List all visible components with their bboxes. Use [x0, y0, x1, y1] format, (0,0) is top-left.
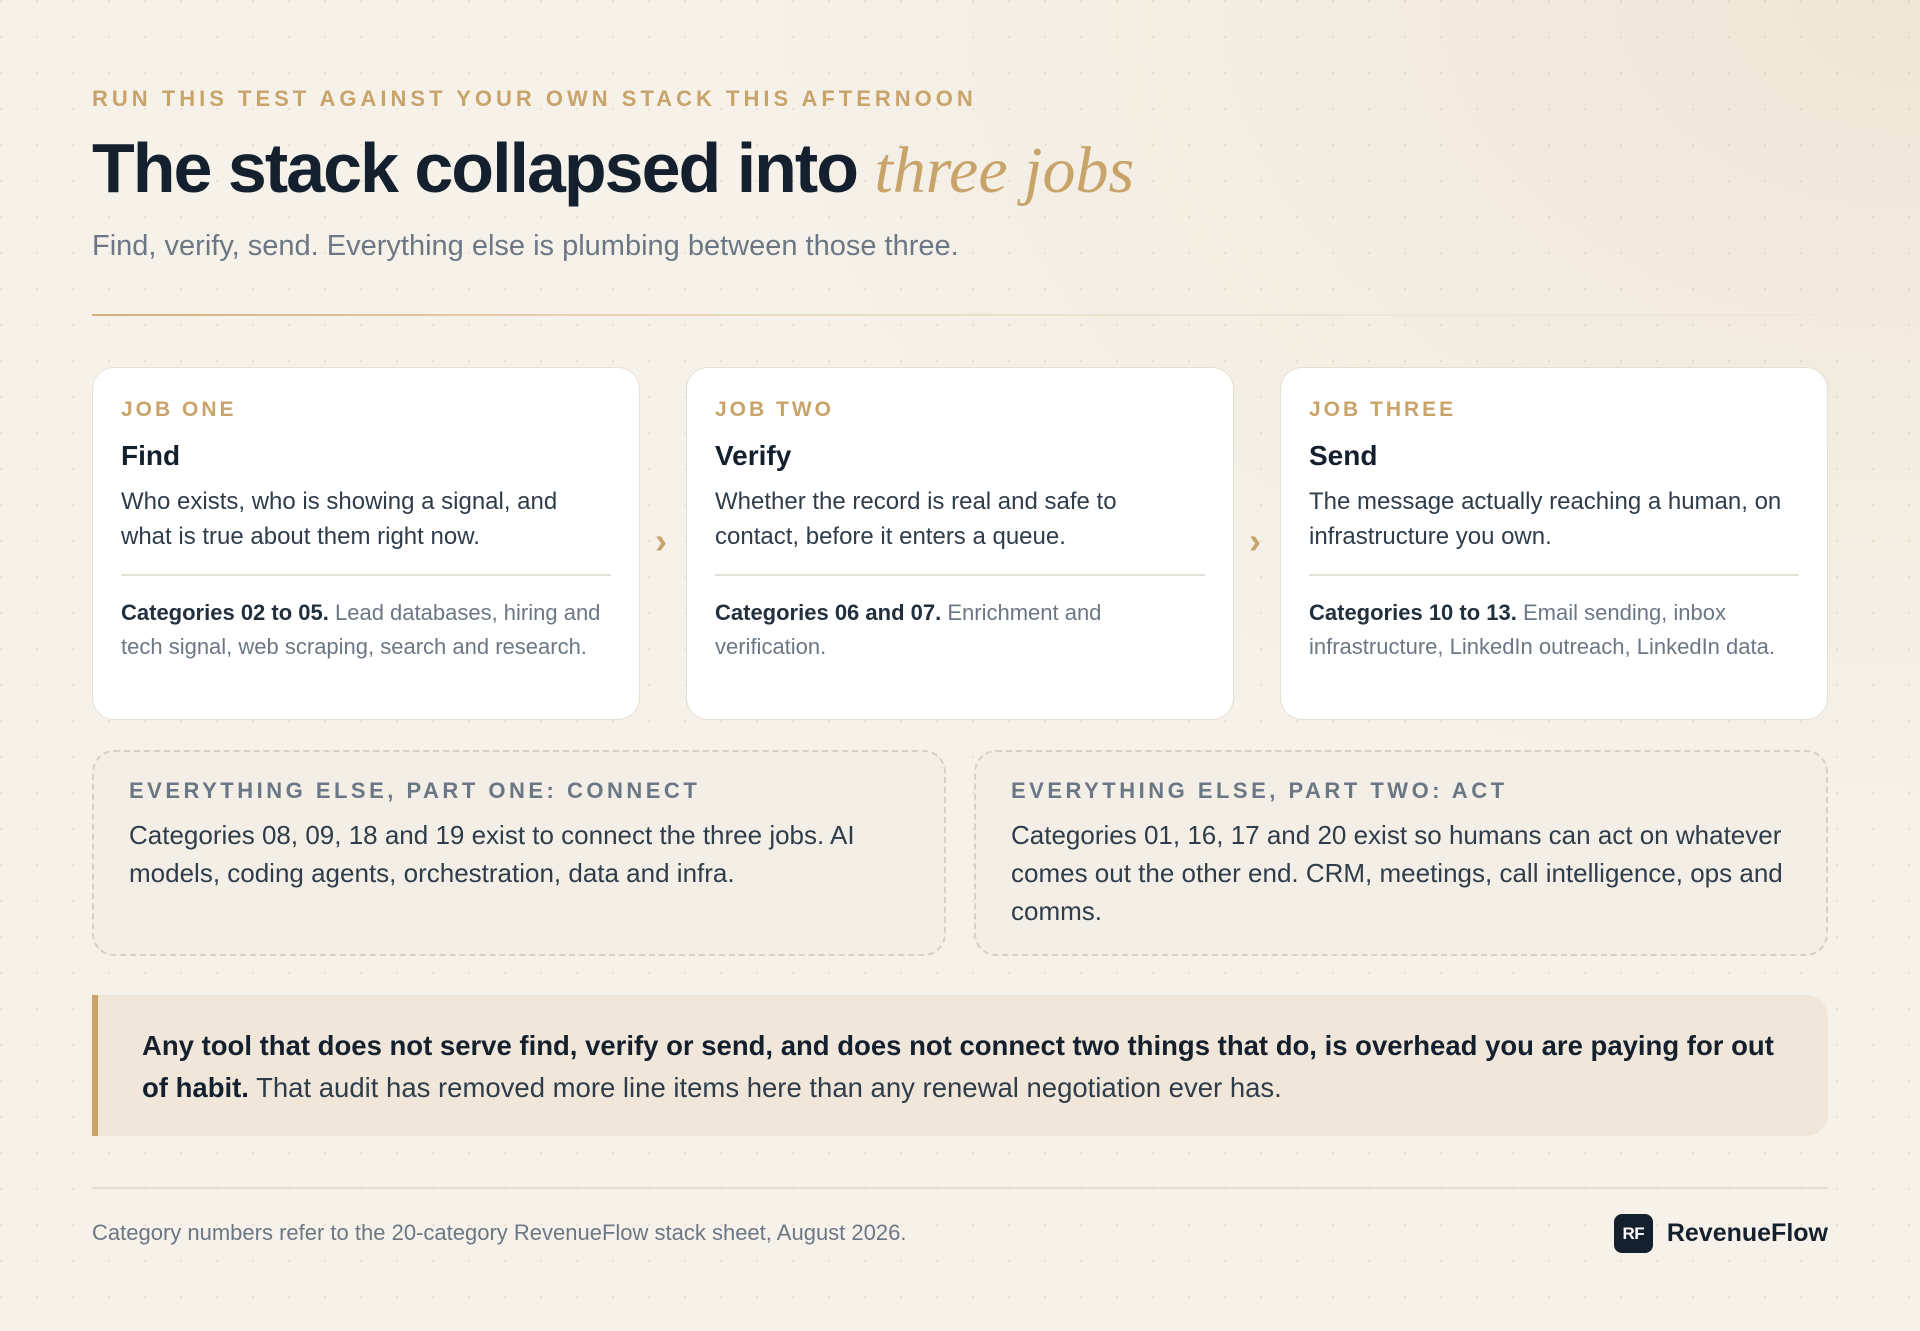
page-title	[92, 128, 1134, 209]
chevron-right-icon: ›	[1249, 520, 1261, 561]
else-body: Categories 08, 09, 18 and 19 exist to connect the three jobs. AI models, coding agents, orchestration, data and infra.	[129, 820, 855, 888]
card-divider	[1309, 574, 1799, 576]
job-description: The message actually reaching a human, on infrastructure you own.	[1309, 488, 1782, 550]
footnote: Category numbers refer to the 20-category RevenueFlow stack sheet, August 2026.	[92, 1220, 907, 1245]
job-categories	[121, 596, 611, 664]
job-categories-text: Enrichment and verification.	[715, 599, 1102, 659]
everything-else-connect	[92, 750, 946, 956]
job-tag: JOB ONE	[121, 398, 237, 421]
job-card-verify	[686, 367, 1234, 720]
subheading: Find, verify, send. Everything else is plumbing between those three.	[92, 230, 959, 262]
job-card-find	[92, 367, 640, 720]
job-categories-label: Categories 10 to 13.	[1309, 599, 1517, 625]
job-title: Verify	[715, 440, 792, 471]
callout-rest: That audit has removed more line items here than any renewal negotiation ever has.	[248, 1072, 1282, 1103]
brand-logo-icon: RF	[1614, 1214, 1653, 1253]
else-body: Categories 01, 16, 17 and 20 exist so humans can act on whatever comes out the other end. CRM, meetings, call intelligence, ops and comms.	[1011, 820, 1783, 926]
job-title: Send	[1309, 440, 1378, 471]
chevron-right-icon: ›	[655, 520, 667, 561]
job-categories-text: Lead databases, hiring and tech signal, web scraping, search and research.	[121, 599, 601, 659]
footer-divider	[92, 1187, 1828, 1189]
else-tag: EVERYTHING ELSE, PART TWO: ACT	[1011, 778, 1508, 803]
job-card-send	[1280, 367, 1828, 720]
else-tag: EVERYTHING ELSE, PART ONE: CONNECT	[129, 778, 701, 803]
job-categories-label: Categories 06 and 07.	[715, 599, 942, 625]
card-divider	[121, 574, 611, 576]
brand	[1614, 1214, 1828, 1253]
job-categories-label: Categories 02 to 05.	[121, 599, 329, 625]
job-description: Whether the record is real and safe to contact, before it enters a queue.	[715, 488, 1117, 550]
callout-quote	[92, 995, 1828, 1136]
callout-bold: Any tool that does not serve find, verify or send, and does not connect two things that do, is overhead you are paying for out of habit.	[142, 1030, 1774, 1103]
job-categories-text: Email sending, inbox infrastructure, LinkedIn outreach, LinkedIn data.	[1309, 599, 1775, 659]
eyebrow: RUN THIS TEST AGAINST YOUR OWN STACK THIS AFTERNOON	[92, 86, 977, 111]
job-categories	[1309, 596, 1799, 664]
job-tag: JOB TWO	[715, 398, 834, 421]
job-description: Who exists, who is showing a signal, and what is true about them right now.	[121, 488, 558, 550]
everything-else-act	[974, 750, 1828, 956]
card-divider	[715, 574, 1205, 576]
job-categories	[715, 596, 1205, 664]
brand-name: RevenueFlow	[1666, 1219, 1828, 1247]
page-title-main: The stack collapsed into	[92, 129, 875, 207]
job-tag: JOB THREE	[1309, 398, 1457, 421]
header-divider	[92, 314, 1828, 316]
job-title: Find	[121, 440, 181, 471]
page-title-accent: three jobs	[874, 134, 1135, 207]
